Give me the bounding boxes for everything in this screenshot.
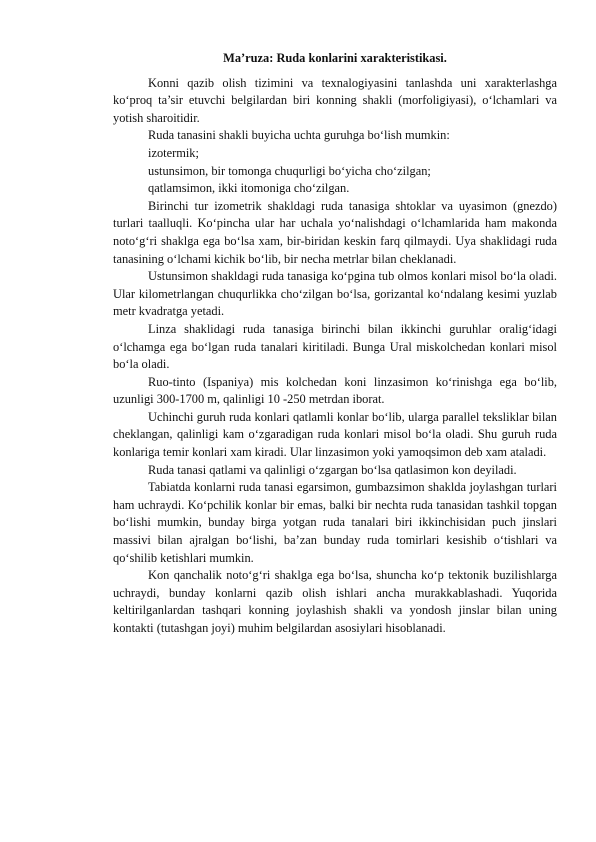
paragraph-lens: Linza shaklidagi ruda tanasiga birinchi bilan ikkinchi guruhlar oralig‘idagi o‘lchamga ega bo‘lgan ruda tanalari kiritiladi. Bunga Ural miskolchedan konlari misol bo‘la oladi. <box>113 321 557 372</box>
document-body <box>113 50 557 638</box>
paragraph-rio-tinto: Ruo-tinto (Ispaniya) mis kolchedan koni linzasimon ko‘rinishga ega bo‘lib, uzunligi 300-1700 m, qalinligi 10 -250 metrdan iborat. <box>113 374 557 407</box>
list-item-isometric: izotermik; <box>148 145 199 160</box>
document-title: Ma’ruza: Ruda konlarini xarakteristikasi. <box>223 51 447 65</box>
paragraph-first-type: Birinchi tur izometrik shakldagi ruda tanasiga shtoklar va uyasimon (gnezdo) turlari taalluqli. Ko‘pincha ular har uchala yo‘nalishdagi o‘lchamlarida ham makonda noto‘g‘ri shaklga ega bo‘lsa xam, bir-biridan keskin farq qilmaydi. Uya shaklidagi ruda tanasining o‘lchami kichik bo‘lib, bir necha metrlar bilan cheklanadi. <box>113 198 557 266</box>
paragraph-nature: Tabiatda konlarni ruda tanasi egarsimon, gumbazsimon shaklda joylashgan turlari ham uchraydi. Ko‘pchilik konlar bir emas, balki bir nechta ruda tanasidan tashkil topgan bo‘lishi mumkin, bunday birga yotgan ruda tanalari biri ikkinchisidan puch jinslari massivi bilan ajralgan bo‘lishi, ba’zan bunday ruda tomirlari kesishib o‘tishlari va qo‘shilib ketishlari mumkin. <box>113 480 557 565</box>
paragraph-layered-deposit: Ruda tanasi qatlami va qalinligi o‘zgargan bo‘lsa qatlasimon kon deyiladi. <box>148 462 517 477</box>
paragraph-intro: Konni qazib olish tizimini va texnalogiyasini tanlashda uni xarakterlashga ko‘proq ta’sir etuvchi belgilardan biri konning shakli (morfoligiyasi), o‘lchamlari va yotish sharoitidir. <box>113 75 557 125</box>
list-item-layered: qatlamsimon, ikki itomoniga cho‘zilgan. <box>148 181 350 196</box>
list-item-columnar: ustunsimon, bir tomonga chuqurligi bo‘yicha cho‘zilgan; <box>148 163 431 178</box>
paragraph-conclusion: Kon qanchalik noto‘g‘ri shaklga ega bo‘lsa, shuncha ko‘p tektonik buzilishlarga uchraydi, bunday konlarni qazib olish ishlari ancha murakkablashadi. Yuqorida keltirilganlardan tashqari konning joylashish shakli va yondosh jinslar bilan uning kontakti (tutashgan joyi) muhim belgilardan asosiylari hisoblanadi. <box>113 568 557 635</box>
paragraph-columnar: Ustunsimon shakldagi ruda tanasiga ko‘pgina tub olmos konlari misol bo‘la oladi. Ular kilometrlangan chuqurlikka cho‘zilgan bo‘lsa, gorizantal ko‘ndalang kesimi yuzlab metr kvadratga yetadi. <box>113 269 557 319</box>
paragraph-third-group: Uchinchi guruh ruda konlari qatlamli konlar bo‘lib, ularga parallel teksliklar bilan cheklangan, qalinligi kam o‘zgaradigan ruda konlari misol bo‘la oladi. Shu guruh ruda konlariga temir konlari xam kiradi. Ular linzasimon yoki yamoqsimon deb xam ataladi. <box>113 409 557 460</box>
paragraph-classification: Ruda tanasini shakli buyicha uchta guruhga bo‘lish mumkin: <box>148 128 450 143</box>
